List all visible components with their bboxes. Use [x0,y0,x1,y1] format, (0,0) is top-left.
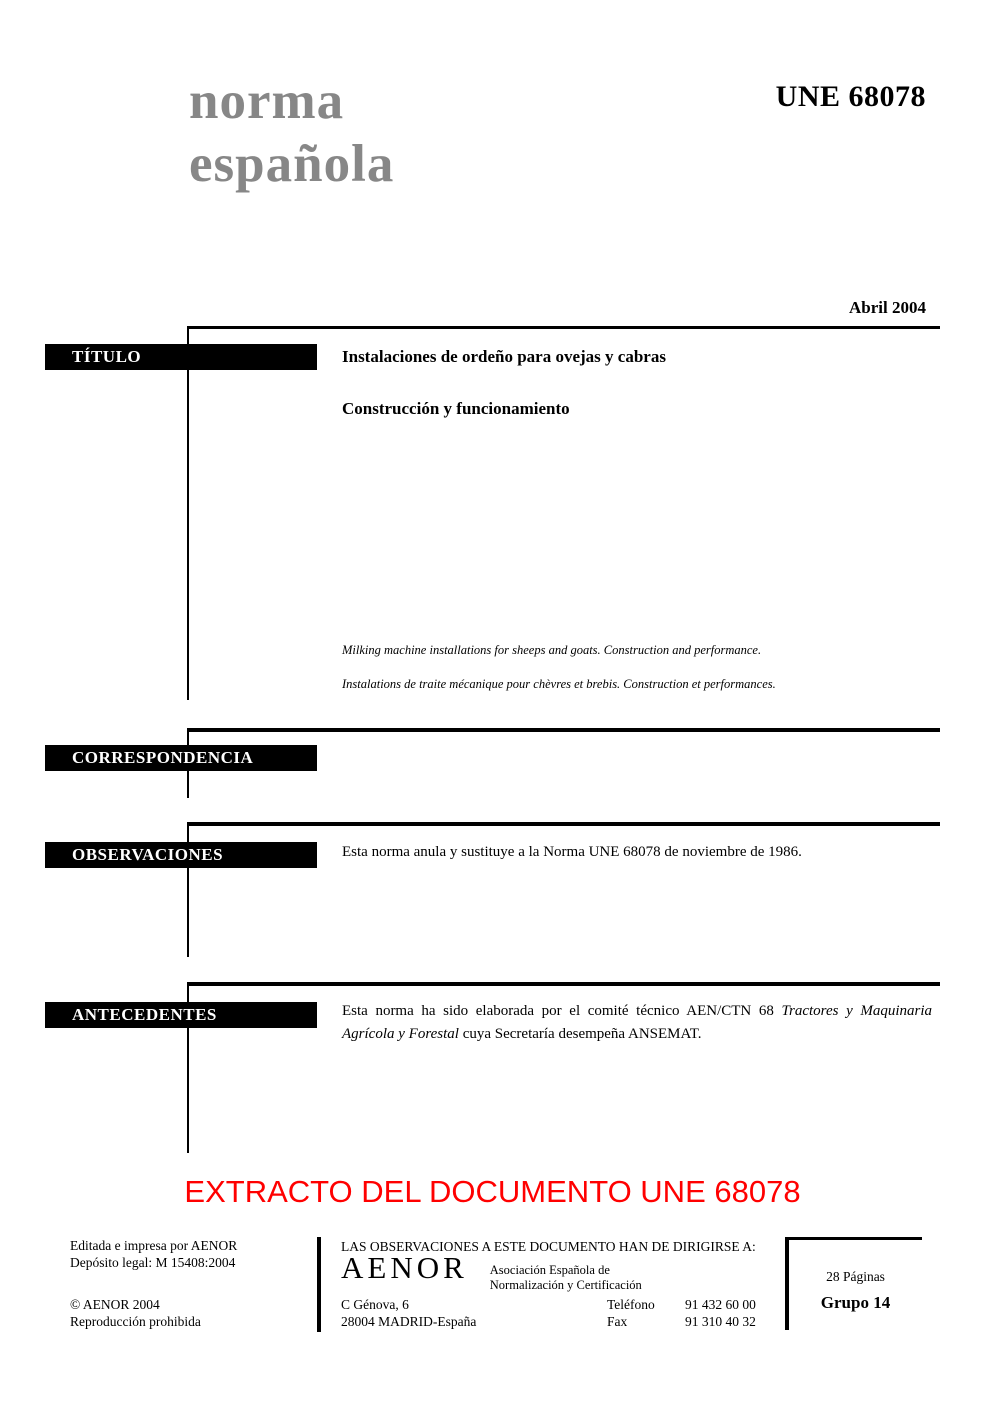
footer-notice: LAS OBSERVACIONES A ESTE DOCUMENTO HAN DE DIRIGIRSE A: [341,1239,756,1254]
observaciones-label: OBSERVACIONES [72,845,224,864]
antecedentes-text [342,1000,932,1046]
footer-group-box [785,1237,922,1330]
antecedentes-label-bar [45,1002,317,1028]
footer-publisher-block [70,1237,237,1271]
fax-label: Fax [607,1314,628,1329]
brand-wordmark [189,70,394,196]
correspondencia-label-bar [45,745,317,771]
phone-label: Teléfono [607,1297,655,1312]
antecedentes-text-normal-1: Esta norma ha sido elaborada por el comité técnico AEN/CTN 68 [342,1003,782,1019]
observaciones-text: Esta norma anula y sustituye a la Norma UNE 68078 de noviembre de 1986. [342,844,802,860]
footer-contact-block [607,1296,767,1330]
footer-phone-row [607,1296,767,1313]
aenor-org-name [490,1263,642,1293]
observaciones-top-rule [188,822,940,826]
antecedentes-text-normal-2: cuya Secretaría desempeña ANSEMAT. [458,1026,702,1042]
footer-address-city: 28004 MADRID-España [341,1314,477,1329]
antecedentes-top-rule [188,982,940,986]
antecedentes-text-italic: Tractores y Maquinaria Agrícola y Forestal [342,1003,933,1042]
correspondencia-label: CORRESPONDENCIA [72,748,254,767]
footer-logo-row [341,1250,761,1293]
footer-address-street: C Génova, 6 [341,1297,409,1312]
fax-value: 91 310 40 32 [685,1314,756,1329]
footer-reproduction: Reproducción prohibida [70,1314,201,1329]
footer-fax-row [607,1313,767,1330]
footer-divider-line [317,1237,321,1332]
footer-aenor-block [341,1238,761,1293]
footer-legal-deposit: Depósito legal: M 15408:2004 [70,1255,236,1270]
extract-banner: EXTRACTO DEL DOCUMENTO UNE 68078 [184,1174,801,1209]
footer-edited-by: Editada e impresa por AENOR [70,1238,238,1253]
titulo-top-rule [188,326,940,329]
page-count: 28 Páginas [826,1269,885,1284]
title-translation-french: Instalations de traite mécanique pour chèvres et brebis. Construction et performances. [342,677,776,691]
aenor-org-line-1: Asociación Española de [489,1263,610,1277]
titulo-vertical-line [187,326,189,700]
publication-date: Abril 2004 [849,298,926,317]
footer-copyright-block [70,1296,201,1330]
phone-value: 91 432 60 00 [685,1297,756,1312]
document-subtitle: Construcción y funcionamiento [342,399,570,418]
observaciones-label-bar [45,842,317,868]
group-number: Grupo 14 [820,1293,891,1312]
document-code: UNE 68078 [775,80,926,113]
brand-line-2: española [189,135,395,193]
title-translation-english: Milking machine installations for sheeps and goats. Construction and performance. [342,643,762,657]
aenor-logo: AENOR [341,1250,468,1285]
brand-line-1: norma [189,72,345,130]
document-title: Instalaciones de ordeño para ovejas y cabras [342,347,666,366]
footer-copyright: © AENOR 2004 [70,1297,160,1312]
footer-address-block [341,1296,476,1330]
correspondencia-top-rule [188,728,940,732]
titulo-label-bar [45,344,317,370]
aenor-org-line-2: Normalización y Certificación [489,1278,642,1292]
titulo-label: TÍTULO [72,347,142,366]
antecedentes-label: ANTECEDENTES [72,1005,217,1024]
